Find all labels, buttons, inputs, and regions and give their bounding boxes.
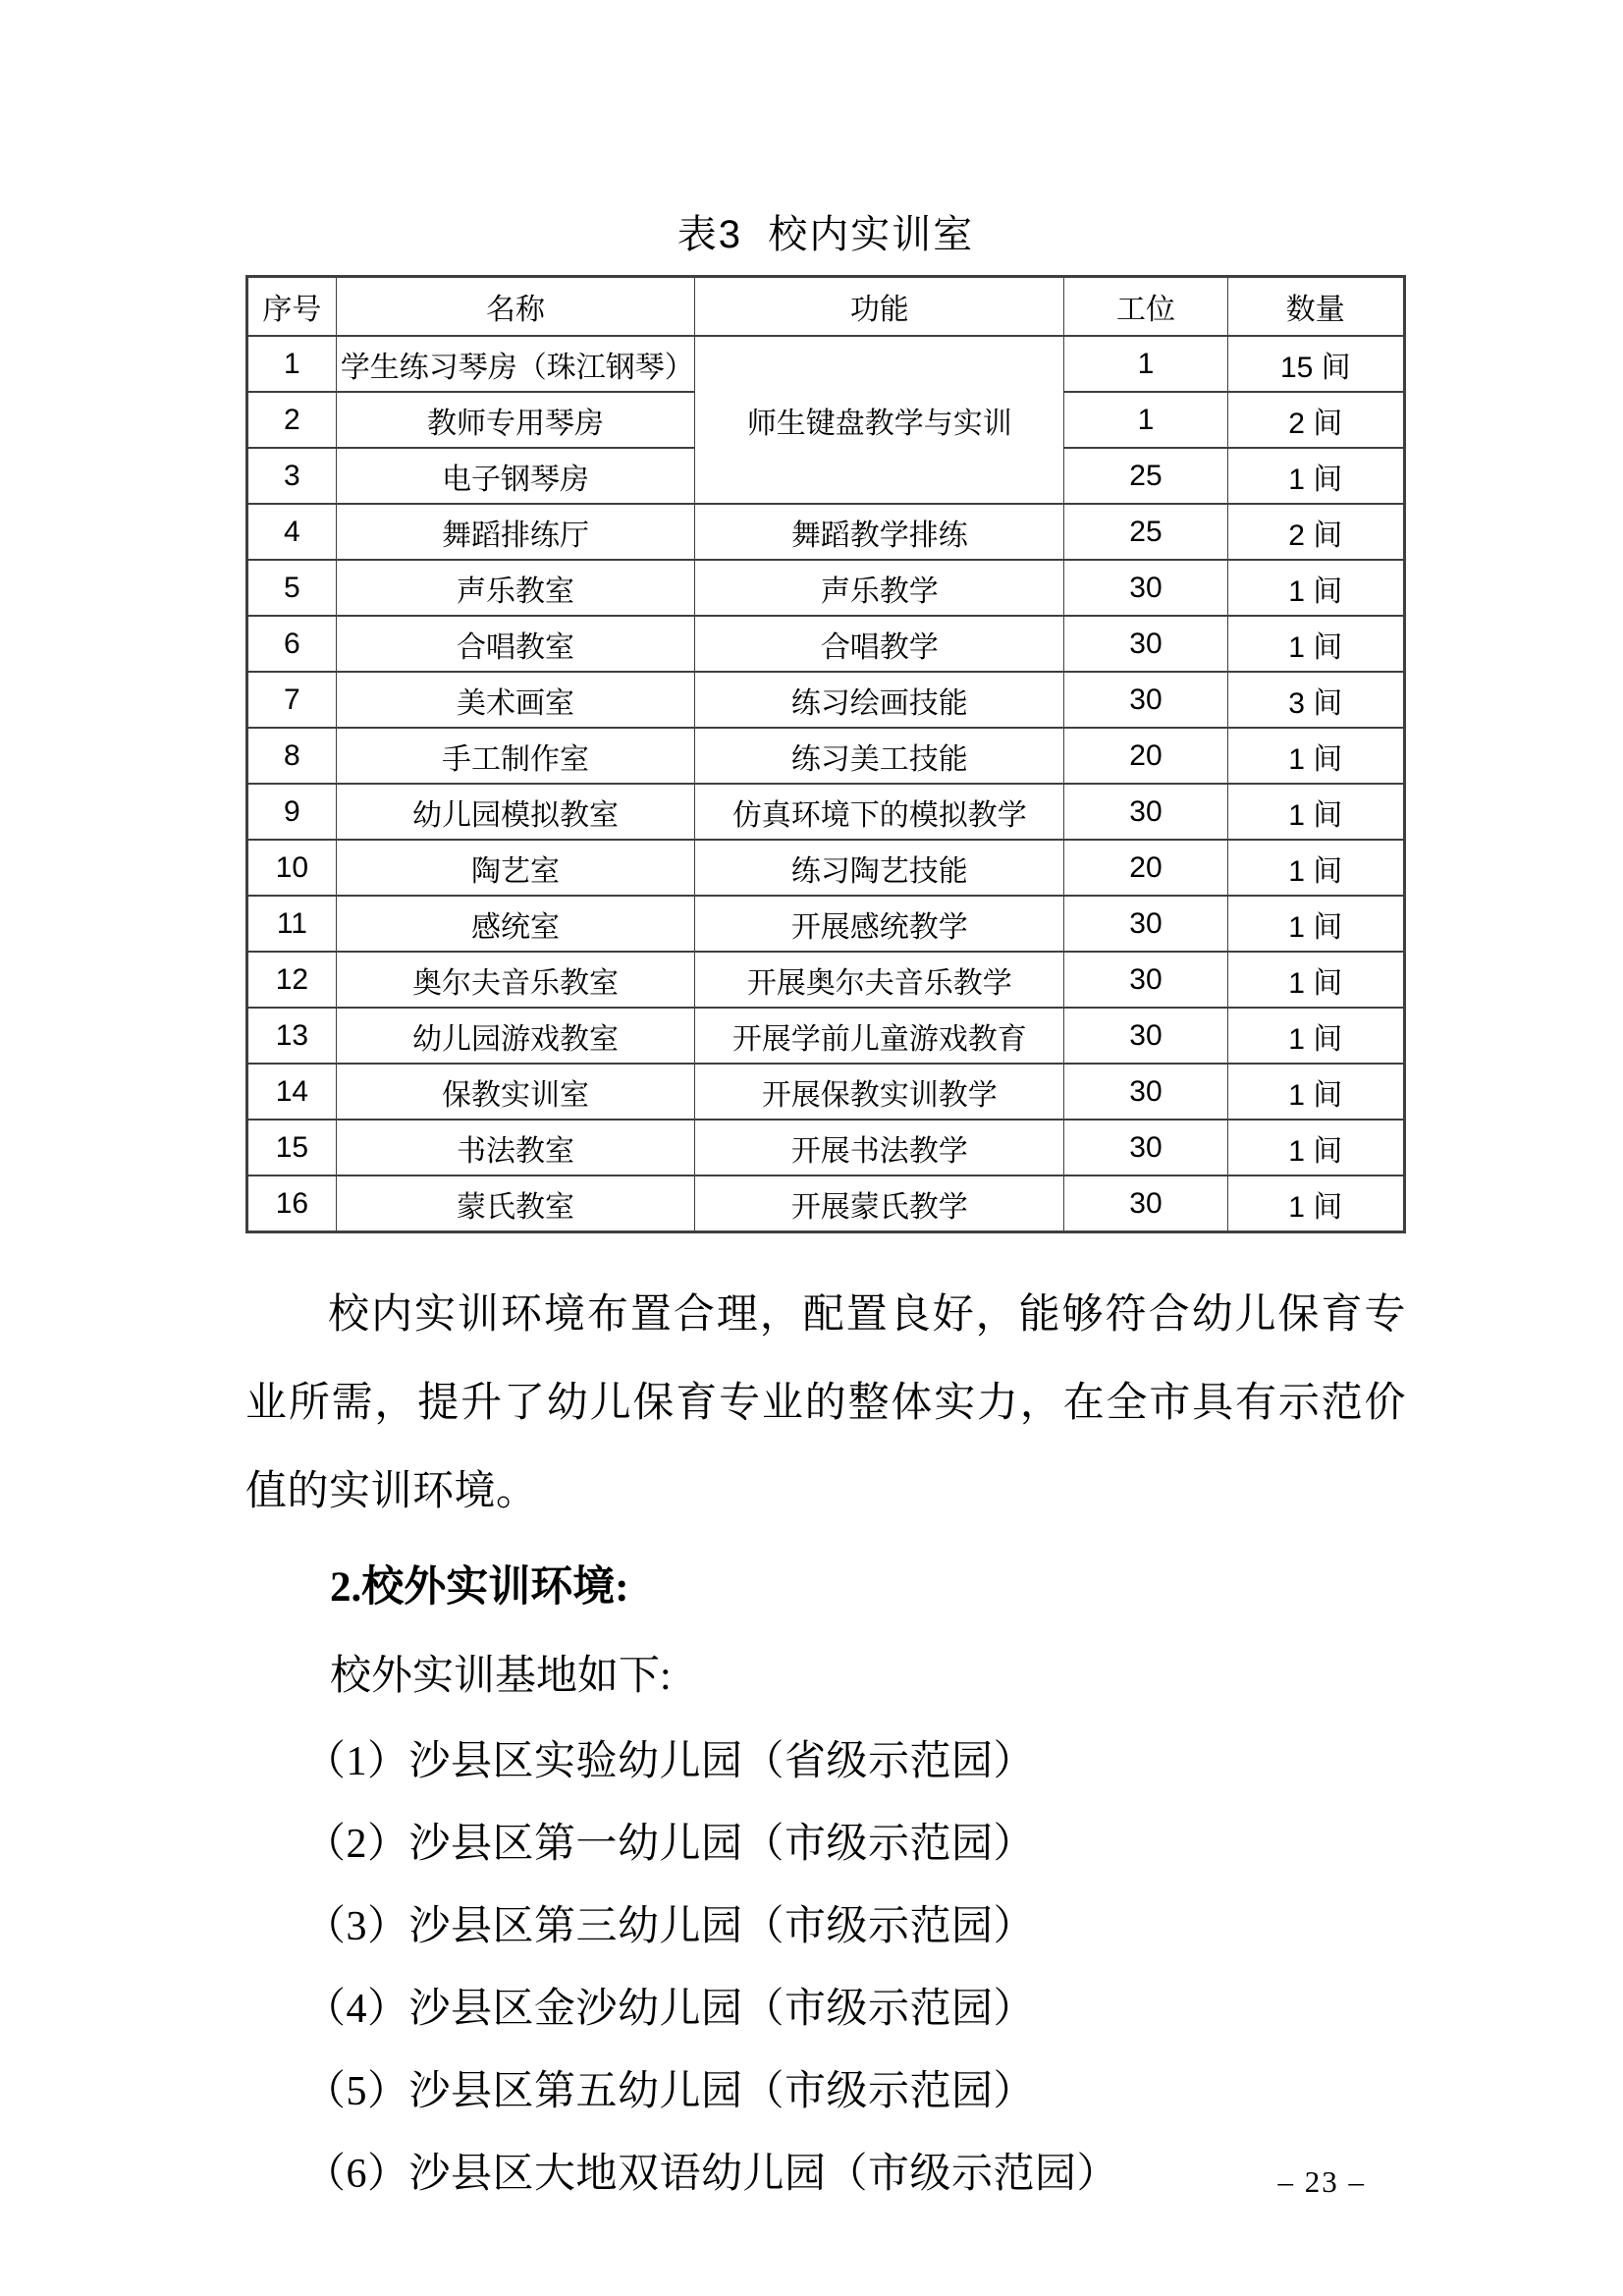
table-row — [247, 728, 1405, 784]
table-row — [247, 784, 1405, 840]
cell-no: 2 — [247, 392, 337, 448]
external-bases-list — [304, 1721, 1406, 2215]
cell-func: 师生键盘教学与实训 — [695, 336, 1064, 504]
cell-qty: 1 间 — [1227, 616, 1404, 672]
cell-seats: 20 — [1064, 840, 1227, 896]
cell-func: 仿真环境下的模拟教学 — [695, 784, 1064, 840]
cell-qty: 15 间 — [1227, 336, 1404, 392]
table-row — [247, 1120, 1405, 1175]
cell-name: 合唱教室 — [336, 616, 694, 672]
cell-qty: 1 间 — [1227, 896, 1404, 952]
cell-seats: 30 — [1064, 1120, 1227, 1175]
cell-seats: 30 — [1064, 1064, 1227, 1120]
table-row — [247, 560, 1405, 616]
header-cell-qty: 数量 — [1227, 277, 1404, 337]
table-row — [247, 1175, 1405, 1232]
cell-no: 12 — [247, 952, 337, 1008]
cell-qty: 1 间 — [1227, 1120, 1404, 1175]
cell-no: 5 — [247, 560, 337, 616]
cell-qty: 3 间 — [1227, 672, 1404, 728]
cell-func: 开展感统教学 — [695, 896, 1064, 952]
table-body — [247, 336, 1405, 1232]
list-item: （1）沙县区实验幼儿园（省级示范园） — [304, 1739, 1036, 1784]
cell-seats: 30 — [1064, 672, 1227, 728]
table-row — [247, 336, 1405, 392]
cell-seats: 30 — [1064, 560, 1227, 616]
cell-no: 7 — [247, 672, 337, 728]
cell-qty: 1 间 — [1227, 1008, 1404, 1064]
table-caption: 表3 校内实训室 — [676, 213, 975, 256]
cell-name: 电子钢琴房 — [336, 448, 694, 504]
cell-seats: 1 — [1064, 336, 1227, 392]
header-cell-name: 名称 — [336, 277, 694, 337]
header-cell-seats: 工位 — [1064, 277, 1227, 337]
cell-qty: 1 间 — [1227, 728, 1404, 784]
table-row — [247, 840, 1405, 896]
list-item: （2）沙县区第一幼儿园（市级示范园） — [304, 1822, 1036, 1867]
cell-func: 练习绘画技能 — [695, 672, 1064, 728]
table-row — [247, 616, 1405, 672]
cell-name: 奥尔夫音乐教室 — [336, 952, 694, 1008]
cell-qty: 1 间 — [1227, 952, 1404, 1008]
table-row — [247, 952, 1405, 1008]
cell-func: 开展蒙氏教学 — [695, 1175, 1064, 1232]
cell-seats: 30 — [1064, 616, 1227, 672]
table-row — [247, 1064, 1405, 1120]
section-heading-external-training: 2.校外实训环境: — [330, 1564, 629, 1611]
cell-func: 练习陶艺技能 — [695, 840, 1064, 896]
cell-func: 声乐教学 — [695, 560, 1064, 616]
cell-no: 14 — [247, 1064, 337, 1120]
cell-func: 练习美工技能 — [695, 728, 1064, 784]
cell-name: 舞蹈排练厅 — [336, 504, 694, 560]
cell-seats: 1 — [1064, 392, 1227, 448]
cell-name: 书法教室 — [336, 1120, 694, 1175]
cell-no: 1 — [247, 336, 337, 392]
cell-func: 开展学前儿童游戏教育 — [695, 1008, 1064, 1064]
cell-name: 幼儿园游戏教室 — [336, 1008, 694, 1064]
cell-name: 保教实训室 — [336, 1064, 694, 1120]
cell-name: 陶艺室 — [336, 840, 694, 896]
cell-name: 手工制作室 — [336, 728, 694, 784]
page-content — [245, 208, 1406, 2215]
header-cell-func: 功能 — [695, 277, 1064, 337]
cell-func: 开展保教实训教学 — [695, 1064, 1064, 1120]
cell-no: 8 — [247, 728, 337, 784]
external-bases-intro: 校外实训基地如下: — [330, 1654, 672, 1699]
table-header — [247, 277, 1405, 337]
cell-seats: 30 — [1064, 952, 1227, 1008]
cell-seats: 30 — [1064, 896, 1227, 952]
cell-name: 蒙氏教室 — [336, 1175, 694, 1232]
cell-name: 幼儿园模拟教室 — [336, 784, 694, 840]
cell-qty: 1 间 — [1227, 1064, 1404, 1120]
table-header-row — [247, 277, 1405, 337]
cell-no: 10 — [247, 840, 337, 896]
table-row — [247, 504, 1405, 560]
cell-no: 3 — [247, 448, 337, 504]
cell-qty: 1 间 — [1227, 784, 1404, 840]
table-row — [247, 896, 1405, 952]
list-item: （6）沙县区大地双语幼儿园（市级示范园） — [304, 2152, 1119, 2197]
table-row — [247, 672, 1405, 728]
cell-qty: 1 间 — [1227, 1175, 1404, 1232]
cell-seats: 30 — [1064, 1175, 1227, 1232]
cell-qty: 1 间 — [1227, 840, 1404, 896]
cell-func: 开展奥尔夫音乐教学 — [695, 952, 1064, 1008]
page-number: – 23 – — [1277, 2164, 1366, 2199]
cell-func: 合唱教学 — [695, 616, 1064, 672]
cell-qty: 1 间 — [1227, 448, 1404, 504]
cell-qty: 1 间 — [1227, 560, 1404, 616]
cell-no: 11 — [247, 896, 337, 952]
cell-qty: 2 间 — [1227, 504, 1404, 560]
cell-func: 开展书法教学 — [695, 1120, 1064, 1175]
cell-qty: 2 间 — [1227, 392, 1404, 448]
cell-func: 舞蹈教学排练 — [695, 504, 1064, 560]
cell-seats: 30 — [1064, 784, 1227, 840]
list-item: （5）沙县区第五幼儿园（市级示范园） — [304, 2069, 1036, 2114]
cell-name: 学生练习琴房（珠江钢琴） — [336, 336, 694, 392]
list-item: （3）沙县区第三幼儿园（市级示范园） — [304, 1904, 1036, 1949]
cell-seats: 20 — [1064, 728, 1227, 784]
cell-name: 声乐教室 — [336, 560, 694, 616]
cell-no: 6 — [247, 616, 337, 672]
list-item: （4）沙县区金沙幼儿园（市级示范园） — [304, 1987, 1036, 2032]
cell-seats: 25 — [1064, 448, 1227, 504]
cell-no: 9 — [247, 784, 337, 840]
cell-no: 15 — [247, 1120, 337, 1175]
cell-name: 教师专用琴房 — [336, 392, 694, 448]
cell-name: 感统室 — [336, 896, 694, 952]
cell-name: 美术画室 — [336, 672, 694, 728]
cell-no: 4 — [247, 504, 337, 560]
header-cell-no: 序号 — [247, 277, 337, 337]
training-rooms-table — [245, 275, 1406, 1233]
cell-no: 16 — [247, 1175, 337, 1232]
cell-seats: 30 — [1064, 1008, 1227, 1064]
table-row — [247, 1008, 1405, 1064]
cell-no: 13 — [247, 1008, 337, 1064]
cell-seats: 25 — [1064, 504, 1227, 560]
summary-paragraph: 校内实训环境布置合理，配置良好，能够符合幼儿保育专业所需，提升了幼儿保育专业的整体实力，在全市具有示范价值的实训环境。 — [245, 1292, 1406, 1514]
